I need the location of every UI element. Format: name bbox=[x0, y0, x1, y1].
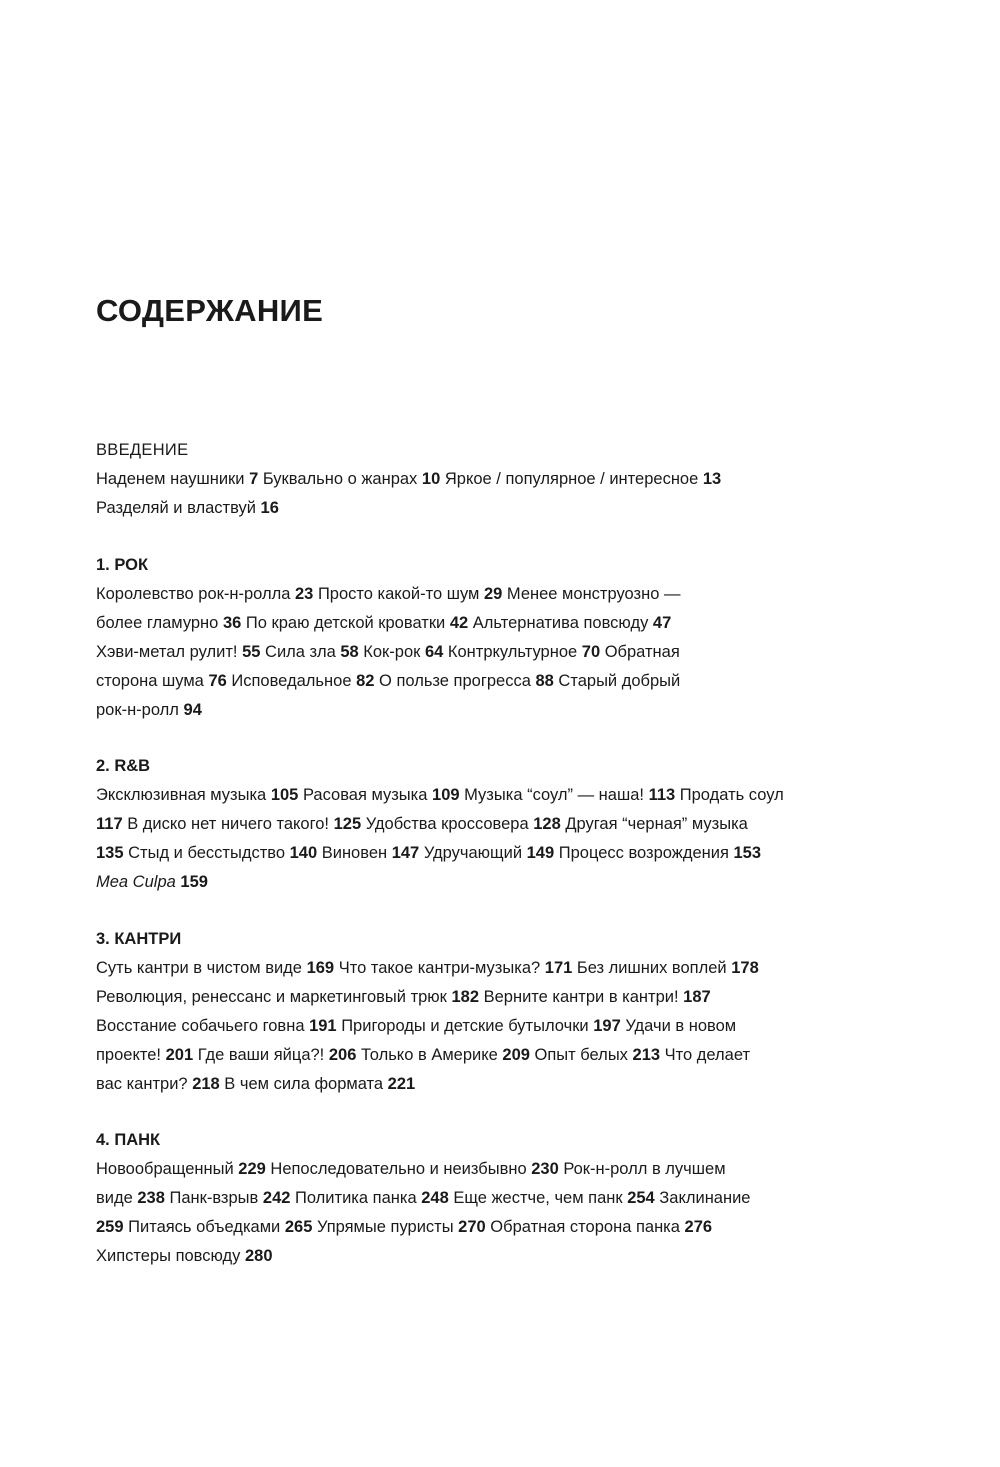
entry-title: Опыт белых bbox=[529, 1046, 633, 1064]
page-number: 117 bbox=[96, 815, 123, 833]
page-number: 218 bbox=[192, 1075, 220, 1093]
page-number: 149 bbox=[526, 844, 555, 862]
entry-title: Кок-рок bbox=[358, 643, 425, 661]
section-heading: ВВЕДЕНИЕ bbox=[96, 441, 189, 459]
entry-title: Стыд и бесстыдство bbox=[123, 844, 290, 862]
page-number: 201 bbox=[165, 1046, 194, 1064]
page-number: 16 bbox=[260, 499, 279, 517]
page-number: 182 bbox=[451, 988, 480, 1006]
page-number: 248 bbox=[421, 1189, 449, 1207]
page-number: 242 bbox=[262, 1189, 291, 1207]
entry-title-italic: Mea Culpa bbox=[96, 873, 176, 891]
page-number: 169 bbox=[306, 959, 335, 977]
entry-title: Питаясь объедками bbox=[123, 1218, 285, 1236]
entry-title: проекте! bbox=[96, 1046, 166, 1064]
entry-title: Где ваши яйца?! bbox=[193, 1046, 329, 1064]
entry-title: Эксклюзивная музыка bbox=[96, 786, 271, 804]
entry-title: Исповедальное bbox=[226, 672, 357, 690]
entry-title: Буквально о жанрах bbox=[258, 470, 422, 488]
page-number: 209 bbox=[502, 1046, 530, 1064]
page-number: 238 bbox=[137, 1189, 165, 1207]
page-number: 191 bbox=[309, 1017, 337, 1035]
toc-line bbox=[96, 1184, 856, 1213]
entry-title: Старый добрый bbox=[553, 672, 681, 690]
entry-title: Только в Америке bbox=[356, 1046, 503, 1064]
page-number: 10 bbox=[421, 470, 441, 488]
entry-title: Обратная bbox=[600, 643, 680, 661]
toc-line bbox=[96, 1242, 856, 1271]
page-number: 109 bbox=[432, 786, 460, 804]
toc-section-rock bbox=[96, 551, 856, 725]
page-number: 29 bbox=[483, 585, 503, 603]
page-number: 13 bbox=[702, 470, 722, 488]
page-number: 229 bbox=[238, 1160, 266, 1178]
page-number: 265 bbox=[284, 1218, 313, 1236]
page-number: 270 bbox=[458, 1218, 486, 1236]
section-entries bbox=[96, 954, 856, 1099]
entry-title: Яркое / популярное / интересное bbox=[440, 470, 703, 488]
page-number: 47 bbox=[652, 614, 672, 632]
page-number: 206 bbox=[328, 1046, 357, 1064]
entry-title: Без лишних воплей bbox=[572, 959, 732, 977]
entry-title: Просто какой-то шум bbox=[313, 585, 484, 603]
page-number: 276 bbox=[684, 1218, 713, 1236]
page-number: 55 bbox=[242, 643, 261, 661]
toc-section-punk bbox=[96, 1126, 856, 1271]
section-entries bbox=[96, 580, 856, 725]
page-number: 213 bbox=[632, 1046, 661, 1064]
entry-title: По краю детской кроватки bbox=[241, 614, 450, 632]
section-entries bbox=[96, 465, 856, 523]
entry-title: Панк-взрыв bbox=[164, 1189, 263, 1207]
entry-title: Сила зла bbox=[260, 643, 341, 661]
entry-title: Продать соул bbox=[675, 786, 784, 804]
page-number: 187 bbox=[683, 988, 711, 1006]
entry-title: Что делает bbox=[660, 1046, 751, 1064]
entry-title: Верните кантри в кантри! bbox=[479, 988, 684, 1006]
toc-section-rnb bbox=[96, 752, 856, 897]
toc-line bbox=[96, 465, 856, 494]
entry-title: О пользе прогресса bbox=[374, 672, 536, 690]
section-heading: 2. R&B bbox=[96, 757, 151, 775]
entry-title: В диско нет ничего такого! bbox=[122, 815, 334, 833]
entry-title: Процесс возрождения bbox=[554, 844, 734, 862]
entry-title: В чем сила формата bbox=[219, 1075, 388, 1093]
entry-title: Восстание собачьего говна bbox=[96, 1017, 310, 1035]
entry-title: сторона шума bbox=[96, 672, 209, 690]
entry-title: Расовая музыка bbox=[298, 786, 433, 804]
toc-line bbox=[96, 810, 856, 839]
page-number: 36 bbox=[222, 614, 242, 632]
entry-title: Виновен bbox=[317, 844, 392, 862]
page-number: 125 bbox=[333, 815, 362, 833]
section-entries bbox=[96, 781, 856, 897]
page-number: 159 bbox=[180, 873, 208, 891]
page-number: 76 bbox=[208, 672, 227, 690]
toc-line bbox=[96, 494, 856, 523]
entry-title: Пригороды и детские бутылочки bbox=[336, 1017, 594, 1035]
entry-title: Другая “черная” музыка bbox=[560, 815, 748, 833]
page-number: 70 bbox=[581, 643, 601, 661]
toc-line bbox=[96, 983, 856, 1012]
entry-title: Королевство рок-н-ролла bbox=[96, 585, 295, 603]
entry-title: Хипстеры повсюду bbox=[96, 1247, 245, 1265]
page-number: 280 bbox=[245, 1247, 273, 1265]
section-heading: 3. КАНТРИ bbox=[96, 930, 182, 948]
page-number: 178 bbox=[731, 959, 759, 977]
entry-title: Революция, ренессанс и маркетинговый трюк bbox=[96, 988, 452, 1006]
toc-line bbox=[96, 580, 856, 609]
entry-title: Менее монструозно — bbox=[502, 585, 681, 603]
page-number: 23 bbox=[295, 585, 314, 603]
toc-line bbox=[96, 954, 856, 983]
page-number: 88 bbox=[535, 672, 554, 690]
page-number: 171 bbox=[544, 959, 573, 977]
entry-title: Упрямые пуристы bbox=[312, 1218, 459, 1236]
section-heading: 1. РОК bbox=[96, 556, 149, 574]
section-entries bbox=[96, 1155, 856, 1271]
entry-title: Суть кантри в чистом виде bbox=[96, 959, 307, 977]
page-number: 94 bbox=[183, 701, 202, 719]
page-number: 153 bbox=[733, 844, 762, 862]
page-number: 135 bbox=[96, 844, 124, 862]
entry-title: Удручающий bbox=[419, 844, 527, 862]
entry-title: Разделяй и властвуй bbox=[96, 499, 261, 517]
toc-line bbox=[96, 1041, 856, 1070]
entry-title: Политика панка bbox=[290, 1189, 422, 1207]
entry-title: Непоследовательно и неизбывно bbox=[265, 1160, 532, 1178]
page-title: СОДЕРЖАНИЕ bbox=[96, 293, 324, 328]
page-number: 105 bbox=[270, 786, 299, 804]
toc-line bbox=[96, 1213, 856, 1242]
toc-line bbox=[96, 839, 856, 868]
entry-title: вас кантри? bbox=[96, 1075, 193, 1093]
toc-line bbox=[96, 1012, 856, 1041]
page-number: 254 bbox=[627, 1189, 655, 1207]
entry-title: Наденем наушники bbox=[96, 470, 250, 488]
page-number: 259 bbox=[96, 1218, 124, 1236]
entry-title: Контркультурное bbox=[443, 643, 582, 661]
page-number: 147 bbox=[391, 844, 420, 862]
entry-title: Музыка “соул” — наша! bbox=[459, 786, 649, 804]
entry-title: Удобства кроссовера bbox=[361, 815, 534, 833]
entry-title: Еще жестче, чем панк bbox=[448, 1189, 628, 1207]
page-number: 82 bbox=[356, 672, 375, 690]
entry-title: Заклинание bbox=[654, 1189, 751, 1207]
entry-title: Обратная сторона панка bbox=[485, 1218, 685, 1236]
toc-line bbox=[96, 667, 856, 696]
entry-title: Новообращенный bbox=[96, 1160, 239, 1178]
toc-line bbox=[96, 609, 856, 638]
entry-title: Удачи в новом bbox=[620, 1017, 737, 1035]
toc-line bbox=[96, 1070, 856, 1099]
toc-line bbox=[96, 638, 856, 667]
toc-line bbox=[96, 696, 856, 725]
entry-title: Что такое кантри-музыка? bbox=[334, 959, 545, 977]
page-number: 230 bbox=[531, 1160, 559, 1178]
entry-title: Рок-н-ролл в лучшем bbox=[558, 1160, 726, 1178]
page-number: 140 bbox=[289, 844, 318, 862]
page-number: 42 bbox=[449, 614, 469, 632]
entry-title: виде bbox=[96, 1189, 138, 1207]
page-number: 58 bbox=[340, 643, 359, 661]
toc-line bbox=[96, 781, 856, 810]
entry-title: Хэви-метал рулит! bbox=[96, 643, 243, 661]
toc-line bbox=[96, 1155, 856, 1184]
page-number: 197 bbox=[593, 1017, 621, 1035]
toc-line bbox=[96, 868, 856, 897]
entry-title: Альтернатива повсюду bbox=[468, 614, 653, 632]
page-number: 7 bbox=[249, 470, 259, 488]
entry-title: более гламурно bbox=[96, 614, 223, 632]
page-number: 113 bbox=[648, 786, 676, 804]
page-number: 221 bbox=[387, 1075, 416, 1093]
page-number: 64 bbox=[424, 643, 444, 661]
toc-section-country bbox=[96, 925, 856, 1099]
toc-section-intro bbox=[96, 436, 856, 523]
section-heading: 4. ПАНК bbox=[96, 1131, 161, 1149]
page-number: 128 bbox=[533, 815, 561, 833]
entry-title: рок-н-ролл bbox=[96, 701, 184, 719]
